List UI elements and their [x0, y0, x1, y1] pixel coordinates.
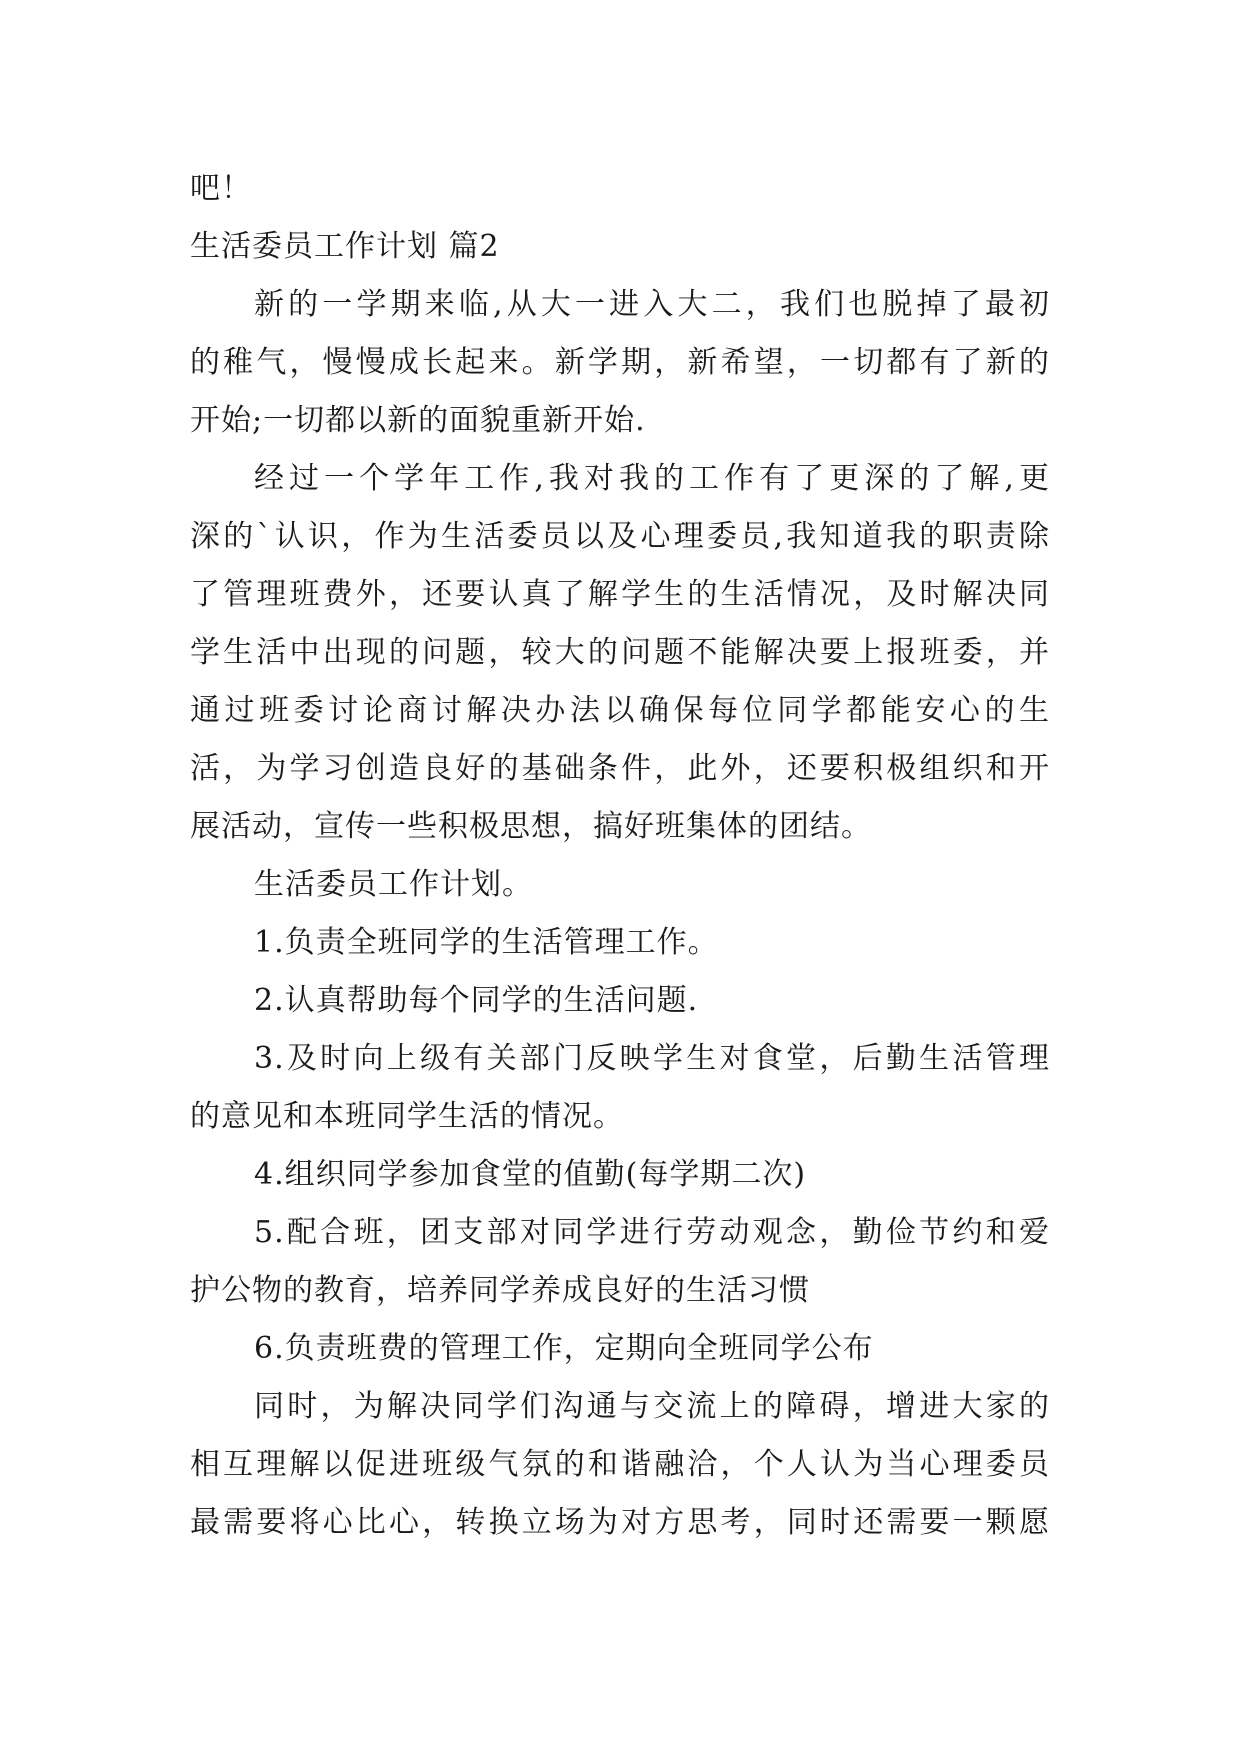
text-line: 3.及时向上级有关部门反映学生对食堂，后勤生活管理: [254, 1041, 1050, 1076]
document-body: [190, 160, 1050, 1552]
text-line: 最需要将心比心，转换立场为对方思考，同时还需要一颗愿: [190, 1505, 1050, 1540]
text-line: 深的`认识，作为生活委员以及心理委员,我知道我的职责除: [190, 519, 1050, 554]
text-line: 5.配合班，团支部对同学进行劳动观念，勤俭节约和爱: [254, 1215, 1050, 1250]
text-line: 经过一个学年工作,我对我的工作有了更深的了解,更: [254, 461, 1050, 496]
text-line: 了管理班费外，还要认真了解学生的生活情况，及时解决同: [190, 577, 1050, 612]
text-line: 护公物的教育，培养同学养成良好的生活习惯: [190, 1273, 810, 1308]
text-line: 4.组织同学参加食堂的值勤(每学期二次): [254, 1157, 807, 1192]
text-line: 相互理解以促进班级气氛的和谐融洽，个人认为当心理委员: [190, 1447, 1050, 1482]
text-line: 6.负责班费的管理工作，定期向全班同学公布: [254, 1331, 874, 1366]
text-line: 活，为学习创造良好的基础条件，此外，还要积极组织和开: [190, 751, 1050, 786]
text-line: 展活动，宣传一些积极思想，搞好班集体的团结。: [190, 809, 872, 844]
text-line: 生活委员工作计划 篇2: [190, 229, 500, 264]
text-line: 开始;一切都以新的面貌重新开始.: [190, 403, 646, 438]
text-line: 1.负责全班同学的生活管理工作。: [254, 925, 719, 960]
text-line: 通过班委讨论商讨解决办法以确保每位同学都能安心的生: [190, 693, 1050, 728]
text-line: 同时，为解决同学们沟通与交流上的障碍，增进大家的: [254, 1389, 1050, 1424]
text-line: 2.认真帮助每个同学的生活问题.: [254, 983, 699, 1018]
text-line: 的稚气，慢慢成长起来。新学期，新希望，一切都有了新的: [190, 345, 1050, 380]
text-line: 学生活中出现的问题，较大的问题不能解决要上报班委，并: [190, 635, 1050, 670]
text-line: 生活委员工作计划。: [254, 867, 533, 902]
text-line: 新的一学期来临,从大一进入大二，我们也脱掉了最初: [254, 287, 1050, 322]
text-line: 的意见和本班同学生活的情况。: [190, 1099, 624, 1134]
text-line: 吧！: [190, 171, 252, 206]
